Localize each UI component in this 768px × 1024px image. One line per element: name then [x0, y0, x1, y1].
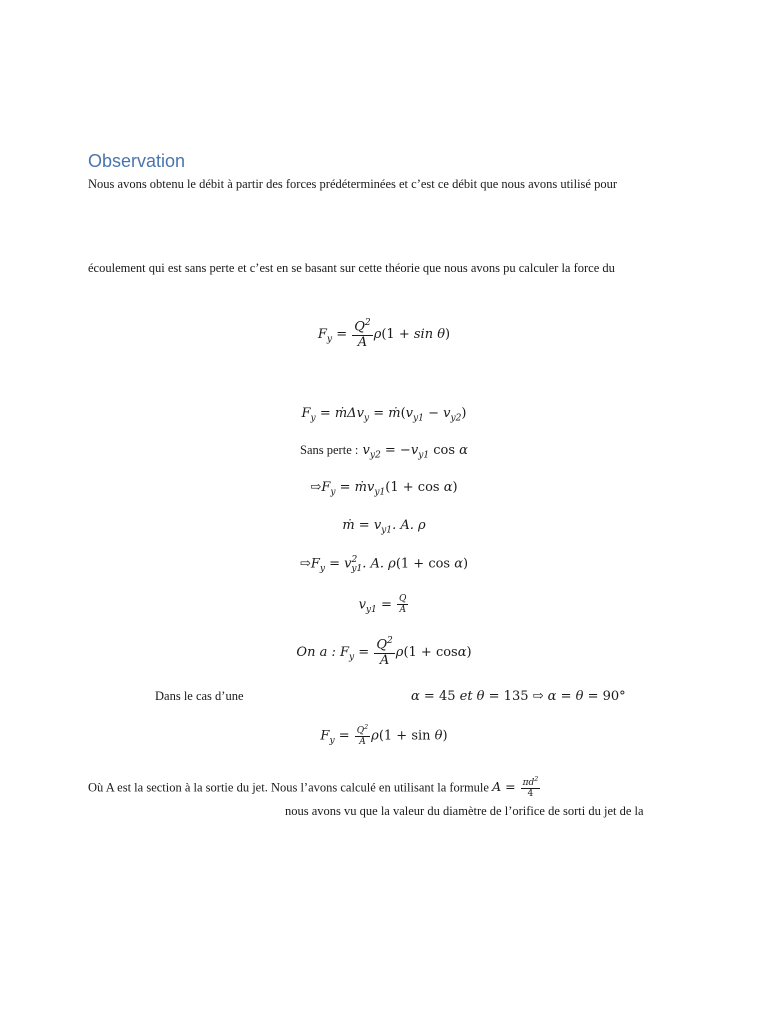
paragraph-3 [88, 776, 541, 800]
sans-perte-label: Sans perte : [300, 443, 359, 457]
dans-le-cas-text: Dans le cas d’une [155, 689, 244, 703]
area-formula: A = $\frac{\pi d^2}{4}$ [492, 776, 539, 800]
equation-momentum: $F_y$ = ṁΔv$_y$ = $ṁ(v_{y1} - v_{y2})$ [301, 406, 467, 424]
paragraph-3-text: Où A est la section à la sortie du jet. Nous l’avons calculé en utilisant la formule [88, 780, 489, 795]
equation-angles: α = 45 et θ = 135 ⇨ α = θ = 90° [411, 689, 626, 704]
equation-fy-cos: $⇨F_y$ = ṁv$_{y1}$(1 + cos α) [310, 480, 458, 498]
paragraph-2: écoulement qui est sans perte et c’est en se basant sur cette théorie que nous avons pu calculer la force du [88, 261, 615, 275]
paragraph-1: Nous avons obtenu le débit à partir des forces prédéterminées et c’est ce débit que nous avons utilisé pour [88, 177, 618, 191]
equation-fy-final: $F_y$ = $\frac{Q^2}{A}$ ρ(1 + sin θ) [320, 724, 448, 748]
equation-mass-flow: ṁ = $v_{y1}$. A. ρ [342, 518, 426, 536]
paragraph-4: nous avons vu que la valeur du diamètre de l’orifice de sorti du jet de la [285, 804, 644, 818]
section-heading: Observation [88, 151, 186, 171]
equation-sans-perte: Sans perte : $v_{y2} = -v_{y1}$ cos α [300, 443, 468, 461]
equation-fy-sin: $F_y$ = $\frac{Q^2}{A}$ ρ(1 + sin θ) [317, 318, 451, 351]
equation-velocity: $v_{y1}$ = $\frac{Q}{A}$ [358, 594, 407, 616]
equation-fy-vsq: $⇨F_y = v^2_{y1}$. A. ρ(1 + cos α) [299, 555, 469, 574]
on-a-label: On a : [296, 645, 336, 661]
equation-on-a: On a : $F_y$ = $\frac{Q^2}{A}$ ρ(1 + cosα) [296, 636, 472, 669]
